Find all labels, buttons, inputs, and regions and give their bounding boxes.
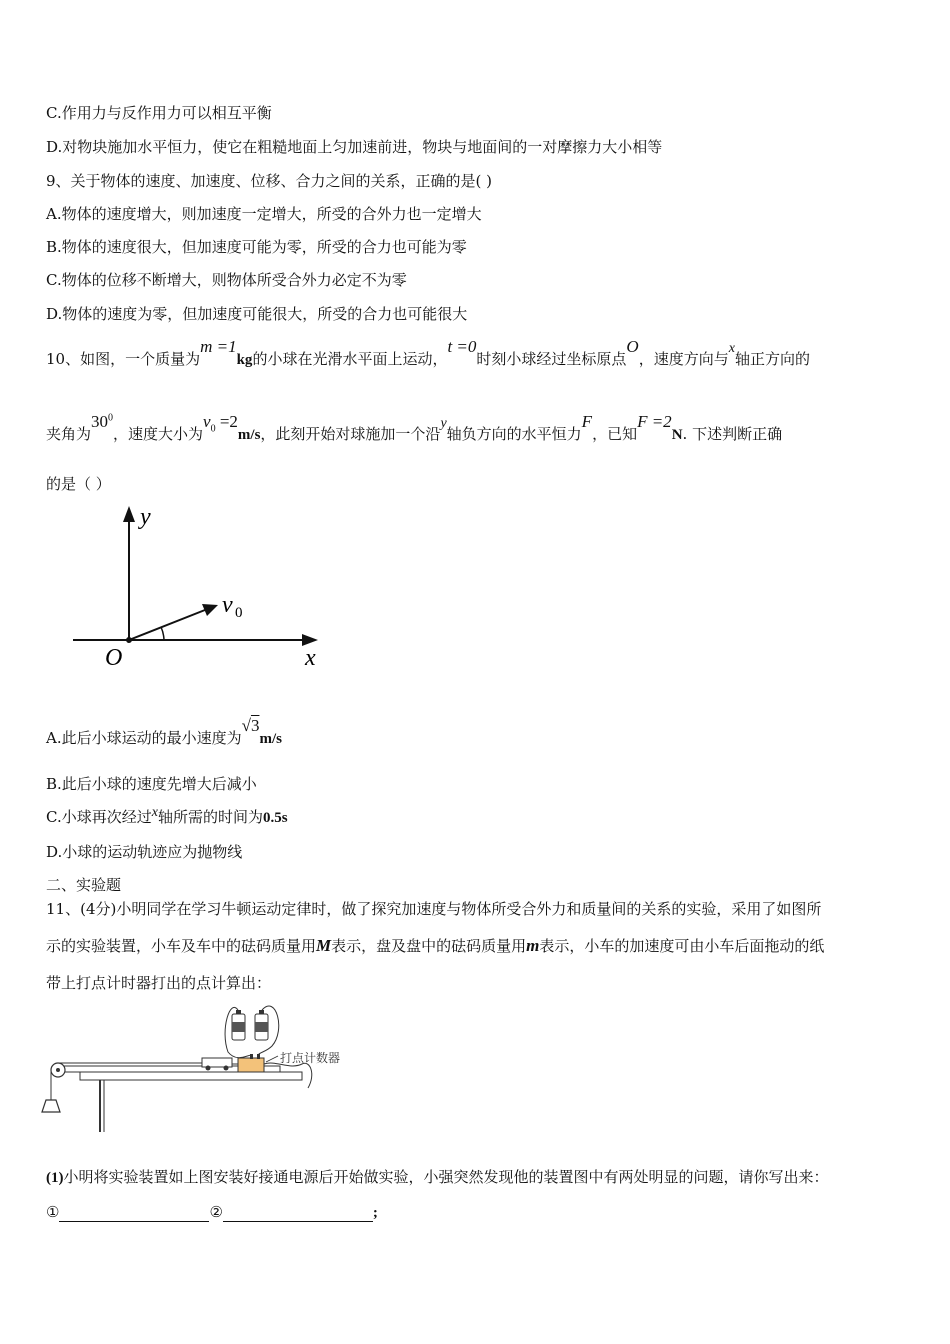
- time-equation: t =0: [447, 337, 477, 356]
- velocity-diagram: [60, 500, 340, 680]
- q10-stem-line1: 10、如图，一个质量为m =1kg的小球在光滑水平面上运动，t =0时刻小球经过坐标原点O，速度方向与x轴正方向的: [46, 337, 810, 368]
- sqrt-expression: √3: [241, 716, 260, 735]
- q11-stem-line2: 示的实验装置，小车及车中的砝码质量用M表示，盘及盘中的砝码质量用m表示，小车的加速度可由小车后面拖动的纸: [46, 936, 825, 955]
- y-axis-label: y: [140, 504, 151, 530]
- q11-answer-blanks: ① ② ;: [46, 1203, 378, 1221]
- velocity-vector: [129, 608, 210, 640]
- q9-stem: 9、关于物体的速度、加速度、位移、合力之间的关系，正确的是( ): [46, 172, 493, 190]
- q9-option-d: D.物体的速度为零，但加速度可能很大，所受的合力也可能很大: [46, 305, 468, 323]
- velocity-subscript: 0: [235, 605, 243, 621]
- q10-option-d: D.小球的运动轨迹应为抛物线: [46, 843, 243, 861]
- force-equation: F =2: [637, 412, 672, 431]
- battery-band-2: [255, 1022, 268, 1032]
- y-axis-arrowhead: [123, 506, 135, 522]
- q10-option-b: B.此后小球的速度先增大后减小: [46, 775, 257, 793]
- answer-blank-2[interactable]: [223, 1207, 373, 1222]
- q10-stem-line3: 的是（ ）: [46, 475, 111, 493]
- q9-option-a: A.物体的速度增大，则加速度一定增大，所受的合外力也一定增大: [46, 205, 482, 223]
- velocity-label: v: [222, 592, 233, 618]
- q9-option-b: B.物体的速度很大，但加速度可能为零，所受的合力也可能为零: [46, 238, 467, 256]
- cart: [202, 1058, 232, 1067]
- label-leader: [266, 1056, 278, 1062]
- battery-band: [232, 1022, 245, 1032]
- q11-stem-line1: 11、(4分)小明同学在学习牛顿运动定律时，做了探究加速度与物体所受合外力和质量间的关系的实验，采用了如图所: [46, 900, 822, 918]
- cart-wheel-2: [224, 1066, 229, 1071]
- mass-equation: m =1: [200, 337, 237, 356]
- x-axis-label: x: [305, 645, 316, 671]
- angle-value: $30^0$: [91, 412, 114, 431]
- section-heading: 二、实验题: [46, 876, 122, 894]
- q11-part1: (1)小明将实验装置如上图安装好接通电源后开始做实验，小强突然发现他的装置图中有两处明显的问题，请你写出来：: [46, 1168, 829, 1186]
- q8-option-d: D.对物块施加水平恒力，使它在粗糙地面上匀加速前进，物块与地面间的一对摩擦力大小相等: [46, 138, 663, 156]
- velocity-equation: $v_0 =2$: [203, 412, 238, 435]
- timer-label: 打点计数器: [280, 1051, 341, 1065]
- q8-option-c: C.作用力与反作用力可以相互平衡: [46, 104, 272, 122]
- q10-stem-line2: 夹角为$30^0$，速度大小为$v_0 =2m/s$，此刻开始对球施加一个沿y轴负方向的水平恒力F，已知F =2N. 下述判断正确: [46, 412, 783, 443]
- answer-blank-1[interactable]: [59, 1207, 209, 1222]
- battery-cap-2: [259, 1010, 264, 1014]
- battery-cap: [236, 1010, 241, 1014]
- pulley-axle: [56, 1068, 60, 1072]
- angle-arc: [161, 627, 164, 640]
- cart-wheel: [206, 1066, 211, 1071]
- q10-option-c: C.小球再次经过x轴所需的时间为0.5s: [46, 805, 288, 826]
- timer: [238, 1058, 264, 1072]
- origin-point: [126, 637, 132, 643]
- origin-label: O: [105, 645, 123, 671]
- q9-option-c: C.物体的位移不断增大，则物体所受合外力必定不为零: [46, 271, 407, 289]
- apparatus-diagram: [40, 1000, 370, 1140]
- q10-option-a: A.此后小球运动的最小速度为√3m/s: [46, 716, 282, 747]
- hanging-weight: [42, 1100, 60, 1112]
- table-top: [80, 1072, 302, 1080]
- q11-stem-line3: 带上打点计时器打出的点计算出：: [46, 974, 272, 992]
